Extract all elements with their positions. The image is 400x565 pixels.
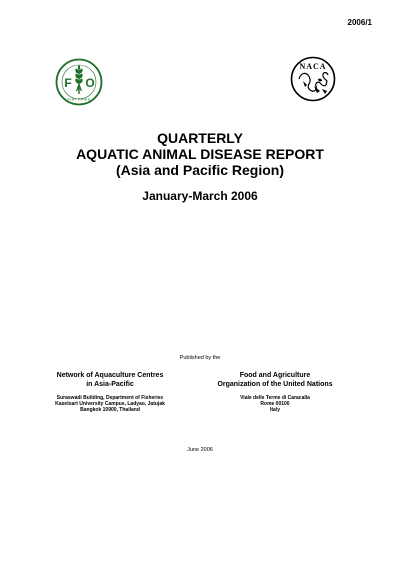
- publisher-naca: [50, 371, 170, 413]
- naca-name: [50, 371, 170, 389]
- fao-name: [205, 371, 345, 389]
- fao-letter-a: A: [75, 83, 83, 93]
- naca-address: [50, 395, 170, 413]
- fao-address-line1: Viale delle Terme di Caracalla: [240, 395, 310, 401]
- fao-address-line3: Italy: [269, 407, 280, 413]
- fao-letter-f: F: [64, 76, 72, 90]
- naca-logo: [289, 55, 337, 103]
- fao-address: [205, 395, 345, 413]
- naca-name-line2: in Asia-Pacific: [86, 381, 134, 388]
- fao-logo-icon: [55, 58, 103, 106]
- publisher-fao: [205, 371, 345, 413]
- naca-letters: NACA: [299, 62, 327, 71]
- naca-address-line1: Suraswadi Building, Department of Fisheries: [56, 395, 164, 401]
- document-number: 2006/1: [347, 18, 372, 27]
- fao-letter-o: O: [85, 76, 95, 90]
- fao-name-line2: Organization of the United Nations: [217, 381, 333, 388]
- naca-address-line3: Bangkok 10900, Thailand: [80, 407, 140, 413]
- fao-logo: [55, 58, 103, 106]
- fao-address-line2: Rome 00100: [260, 401, 290, 407]
- published-by-label: Published by the: [179, 355, 221, 361]
- report-period: January-March 2006: [142, 189, 258, 203]
- naca-address-line2: Kasetsart University Campus, Ladyao, Jatujak: [55, 401, 165, 407]
- naca-name-line1: Network of Aquaculture Centres: [56, 372, 164, 379]
- publication-date: June 2006: [187, 447, 213, 453]
- naca-logo-icon: [289, 55, 337, 103]
- report-title: [0, 130, 400, 178]
- title-line-quarterly: QUARTERLY: [157, 130, 243, 146]
- title-line-report-name: AQUATIC ANIMAL DISEASE REPORT: [76, 146, 324, 162]
- title-line-region: (Asia and Pacific Region): [115, 162, 285, 178]
- fao-motto: FIAT PANIS: [67, 97, 91, 102]
- fao-name-line1: Food and Agriculture: [239, 372, 311, 379]
